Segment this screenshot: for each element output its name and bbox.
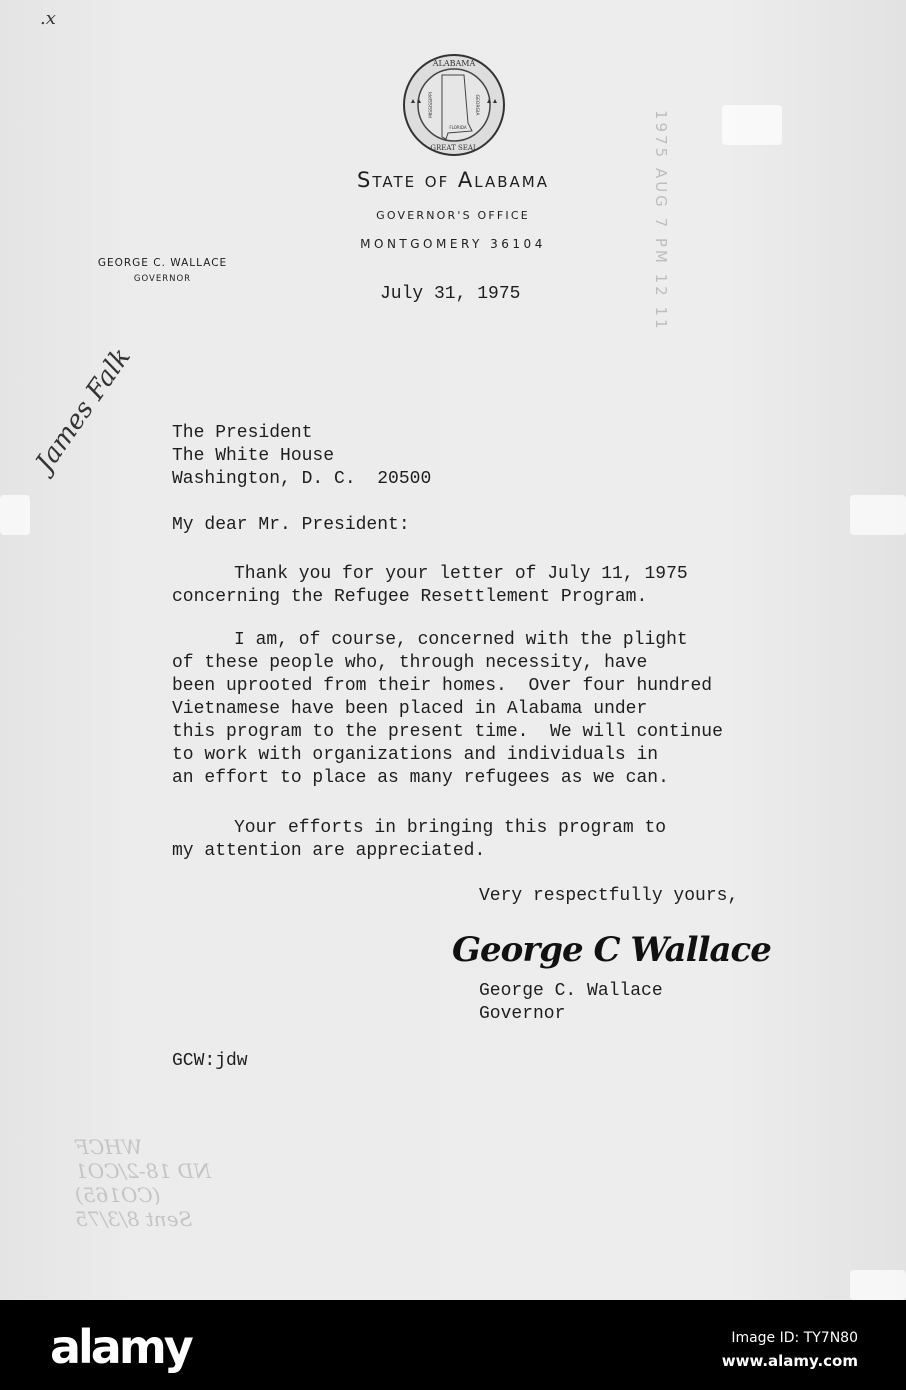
paragraph-3 xyxy=(172,817,666,863)
governor-title: GOVERNOR xyxy=(133,274,192,284)
received-stamp xyxy=(640,110,680,330)
body-line: my attention are appreciated. xyxy=(172,841,486,861)
letterhead-office: GOVERNOR'S OFFICE xyxy=(376,209,530,222)
salutation: My dear Mr. President: xyxy=(172,515,410,535)
letterhead-title xyxy=(0,168,906,192)
address-line: The President xyxy=(172,423,313,443)
watermark-mark xyxy=(722,105,782,145)
watermark-mark xyxy=(850,495,906,535)
signature: George C Wallace xyxy=(452,930,771,970)
typist-initials: GCW:jdw xyxy=(172,1051,248,1071)
body-line: I am, of course, concerned with the plight xyxy=(234,630,688,650)
body-line: Vietnamese have been placed in Alabama under xyxy=(172,699,648,719)
letterhead-title-text: State of Alabama xyxy=(357,168,549,192)
received-stamp-text: 1975 AUG 7 PM 12 11 xyxy=(652,110,670,332)
address-line: The White House xyxy=(172,446,335,466)
body-line: concerning the Refugee Resettlement Program. xyxy=(172,587,648,607)
seal-bottom-text: GREAT SEAL xyxy=(430,144,478,152)
address-line: Washington, D. C. 20500 xyxy=(172,469,432,489)
body-line: to work with organizations and individuals in xyxy=(172,745,659,765)
body-line: Your efforts in bringing this program to xyxy=(234,818,667,838)
seal-inner-text: FLORIDA xyxy=(449,125,467,130)
body-line: an effort to place as many refugees as we can. xyxy=(172,768,669,788)
body-line: Thank you for your letter of July 11, 1975 xyxy=(234,564,688,584)
letter-date: July 31, 1975 xyxy=(380,284,521,304)
seal-top-text: ALABAMA xyxy=(432,59,476,68)
body-line: of these people who, through necessity, have xyxy=(172,653,648,673)
letterhead-city: MONTGOMERY 36104 xyxy=(360,237,546,251)
bleed-through-line: (CO165) xyxy=(75,1183,161,1207)
bleed-through-line: ND 18-2/CO1 xyxy=(75,1159,211,1183)
closing: Very respectfully yours, xyxy=(479,886,739,906)
seal-left-text: MISSISSIPPI xyxy=(429,91,434,119)
signer-title: Governor xyxy=(479,1004,566,1024)
image-id: Image ID: TY7N80 xyxy=(731,1330,858,1346)
bleed-through-line: Sent 8/3/75 xyxy=(75,1207,193,1231)
alamy-url[interactable]: www.alamy.com xyxy=(721,1352,858,1370)
watermark-footer xyxy=(0,1300,906,1390)
signer-block xyxy=(479,980,663,1026)
paragraph-1 xyxy=(172,563,688,609)
body-line: this program to the present time. We will continue xyxy=(172,722,723,742)
watermark-mark xyxy=(850,1270,906,1300)
corner-mark: .x xyxy=(40,8,56,29)
bleed-through-notes xyxy=(75,1135,275,1231)
governor-name: GEORGE C. WALLACE xyxy=(97,257,228,269)
recipient-address xyxy=(172,422,431,491)
signer-name: George C. Wallace xyxy=(479,981,663,1001)
paragraph-2 xyxy=(172,629,723,790)
margin-note-handwritten: James Falk xyxy=(30,342,137,478)
watermark-mark xyxy=(0,495,30,535)
alabama-great-seal xyxy=(402,53,506,157)
body-line: been uprooted from their homes. Over four hundred xyxy=(172,676,713,696)
bleed-through-line: WHCF xyxy=(75,1135,143,1159)
alamy-logo: alamy xyxy=(50,1320,191,1374)
seal-right-text: GEORGIA xyxy=(474,94,479,116)
